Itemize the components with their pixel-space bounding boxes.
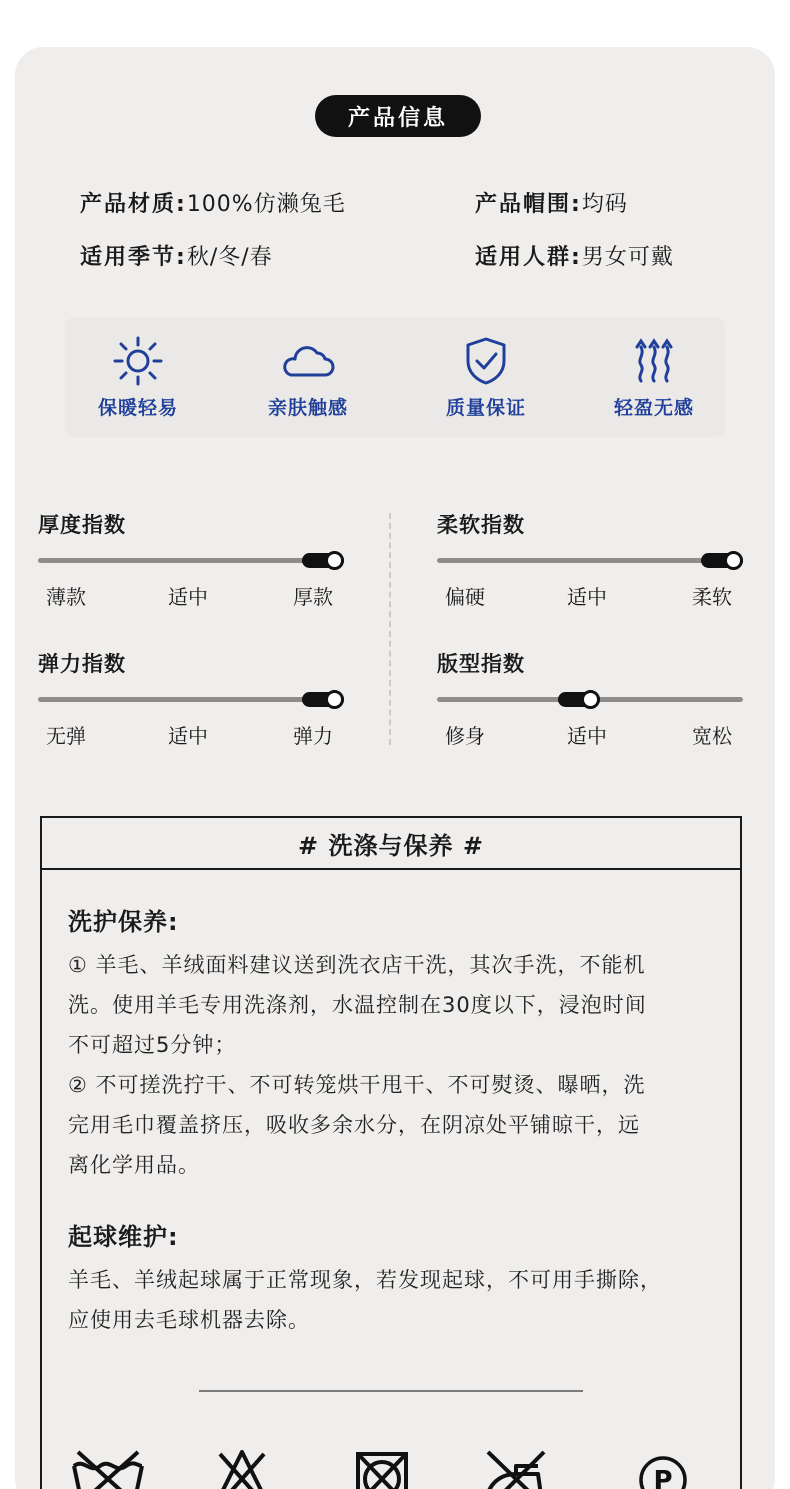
text-line: ① 羊毛、羊绒面料建议送到洗衣店干洗，其次手洗，不能机 [68, 953, 646, 977]
care-box [40, 816, 742, 1489]
text-line: 不可超过5分钟； [68, 1033, 237, 1057]
sun-icon [73, 335, 203, 387]
cloud-icon [243, 335, 373, 387]
index-title: 版型指数 [437, 652, 525, 676]
people-value: 男女可戴 [581, 245, 674, 270]
index-knob [325, 551, 344, 570]
pilling-text [68, 1260, 728, 1340]
index-knob [581, 690, 600, 709]
index-title: 弹力指数 [38, 652, 126, 676]
softness-index [437, 509, 743, 609]
people-label: 适用人群: [475, 245, 582, 270]
scale-mid: 适中 [168, 585, 208, 609]
index-title: 厚度指数 [38, 513, 126, 537]
scale-mid: 适中 [168, 724, 208, 748]
care-divider [199, 1390, 583, 1392]
index-title: 柔软指数 [437, 513, 525, 537]
season-label: 适用季节: [80, 245, 187, 270]
season-row [80, 240, 273, 271]
scale-mid: 适中 [567, 724, 607, 748]
feature-warm [73, 335, 203, 420]
index-track [437, 697, 743, 702]
scale-high: 厚款 [293, 585, 333, 609]
pilling-title: 起球维护: [68, 1223, 179, 1251]
scale-low: 修身 [445, 724, 485, 748]
no-bleach-icon [212, 1448, 272, 1489]
scale-high: 宽松 [692, 724, 732, 748]
index-knob [724, 551, 743, 570]
scale-mid: 适中 [567, 585, 607, 609]
product-info-card [15, 47, 775, 1489]
text-line: ② 不可搓洗拧干、不可转笼烘干甩干、不可熨烫、曝晒，洗 [68, 1073, 646, 1097]
no-wash-icon [70, 1448, 146, 1489]
scale-low: 无弹 [46, 724, 86, 748]
care-symbols [42, 1448, 744, 1489]
care-heading: # 洗涤与保养 # [42, 818, 740, 870]
text-line: 羊毛、羊绒起球属于正常现象，若发现起球，不可用手撕除， [68, 1268, 662, 1292]
thickness-index [38, 509, 344, 609]
feature-light [589, 335, 719, 420]
material-row [80, 187, 346, 218]
no-iron-icon [482, 1448, 548, 1489]
index-track [437, 558, 743, 563]
elasticity-index [38, 648, 344, 748]
feature-label: 亲肤触感 [267, 397, 348, 419]
no-tumble-dry-icon [354, 1448, 410, 1489]
heat-waves-icon [589, 335, 719, 387]
people-row [475, 240, 674, 271]
feature-strip [65, 317, 725, 437]
dryclean-letter: P [653, 1466, 673, 1489]
material-value: 100%仿濑兔毛 [186, 192, 346, 217]
care-body [68, 902, 728, 1340]
season-value: 秋/冬/春 [186, 245, 273, 270]
fit-index [437, 648, 743, 748]
material-label: 产品材质: [80, 192, 187, 217]
feature-label: 轻盈无感 [613, 397, 694, 419]
shield-check-icon [421, 335, 551, 387]
wash-title: 洗护保养: [68, 908, 179, 936]
feature-quality [421, 335, 551, 420]
scale-high: 弹力 [293, 724, 333, 748]
wash-text [68, 945, 728, 1185]
dry-clean-p-icon [638, 1448, 688, 1489]
text-line: 离化学用品。 [68, 1153, 200, 1177]
scale-low: 偏硬 [445, 585, 485, 609]
section-badge: 产品信息 [315, 95, 481, 137]
text-line: 应使用去毛球机器去除。 [68, 1308, 310, 1332]
text-line: 完用毛巾覆盖挤压，吸收多余水分，在阴凉处平铺晾干，远 [68, 1113, 640, 1137]
text-line: 洗。使用羊毛专用洗涤剂，水温控制在30度以下，浸泡时间 [68, 993, 647, 1017]
scale-low: 薄款 [46, 585, 86, 609]
feature-label: 质量保证 [445, 397, 526, 419]
index-knob [325, 690, 344, 709]
index-track [38, 697, 344, 702]
feature-label: 保暖轻易 [97, 397, 178, 419]
scale-high: 柔软 [692, 585, 732, 609]
index-track [38, 558, 344, 563]
size-row [475, 187, 628, 218]
index-divider [389, 513, 391, 745]
feature-skin [243, 335, 373, 420]
size-value: 均码 [581, 192, 628, 217]
size-label: 产品帽围: [475, 192, 582, 217]
